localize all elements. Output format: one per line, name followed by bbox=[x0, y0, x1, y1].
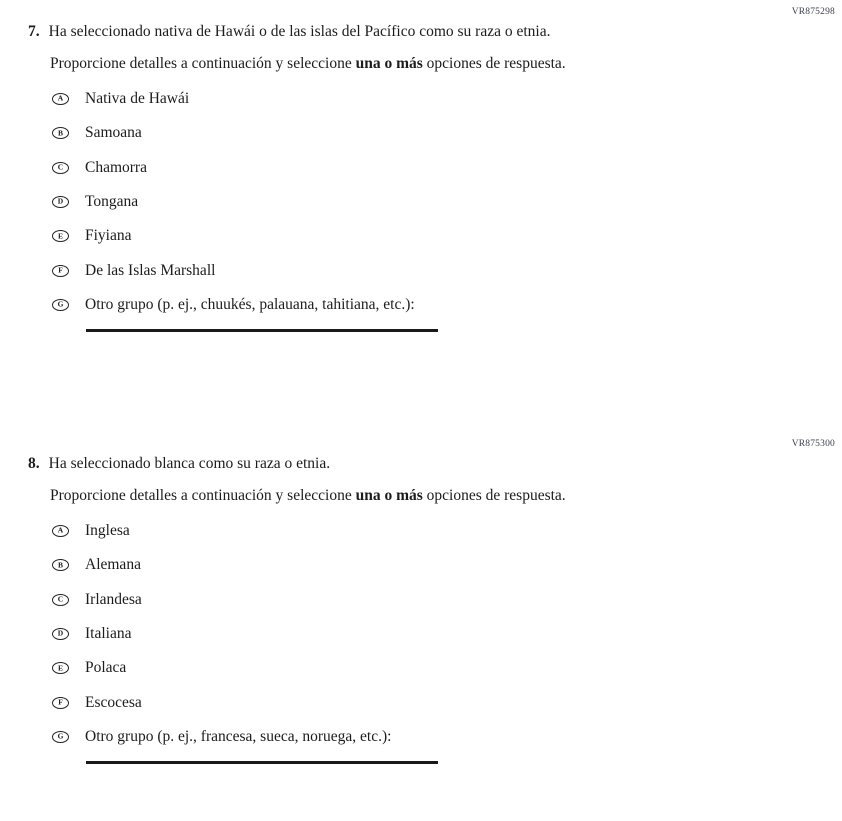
question-prompt-row bbox=[28, 23, 550, 41]
option-bubble-icon[interactable] bbox=[52, 265, 69, 277]
answer-option[interactable] bbox=[52, 82, 415, 116]
option-bubble-icon[interactable] bbox=[52, 559, 69, 571]
answer-option[interactable] bbox=[52, 116, 415, 150]
option-letter: G bbox=[57, 731, 64, 741]
question-number: 8. bbox=[28, 455, 40, 472]
answer-option[interactable] bbox=[52, 514, 391, 548]
answer-option[interactable] bbox=[52, 583, 391, 617]
answer-option[interactable] bbox=[52, 548, 391, 582]
option-label: De las Islas Marshall bbox=[85, 261, 216, 279]
instruction-emphasis: una o más bbox=[355, 55, 423, 72]
option-label: Fiyiana bbox=[85, 227, 132, 245]
option-label: Samoana bbox=[85, 124, 142, 142]
option-letter: A bbox=[57, 93, 64, 103]
option-label: Polaca bbox=[85, 659, 127, 677]
option-label: Otro grupo (p. ej., francesa, sueca, noruega, etc.): bbox=[85, 727, 392, 745]
answer-option[interactable] bbox=[52, 185, 415, 219]
option-letter: F bbox=[58, 265, 63, 275]
answer-option[interactable] bbox=[52, 151, 415, 185]
option-letter: E bbox=[57, 231, 63, 241]
option-bubble-icon[interactable] bbox=[52, 93, 69, 105]
option-bubble-icon[interactable] bbox=[52, 697, 69, 709]
option-letter: B bbox=[57, 128, 63, 138]
instruction-text: opciones de respuesta. bbox=[422, 487, 566, 504]
write-in-line[interactable] bbox=[86, 329, 438, 332]
instruction-emphasis: una o más bbox=[355, 487, 423, 504]
question-block bbox=[0, 0, 842, 400]
option-label: Alemana bbox=[85, 556, 141, 574]
option-label: Nativa de Hawái bbox=[85, 90, 190, 108]
option-label: Inglesa bbox=[85, 522, 130, 540]
option-letter: C bbox=[57, 162, 64, 172]
option-bubble-icon[interactable] bbox=[52, 230, 69, 242]
form-code: VR875298 bbox=[791, 7, 835, 17]
question-prompt: Ha seleccionado blanca como su raza o etnia. bbox=[48, 455, 331, 472]
option-letter: B bbox=[57, 560, 63, 570]
answer-option[interactable] bbox=[52, 651, 391, 685]
option-label: Italiana bbox=[85, 625, 132, 643]
options-list bbox=[52, 514, 391, 754]
answer-option[interactable] bbox=[52, 288, 415, 322]
option-bubble-icon[interactable] bbox=[52, 628, 69, 640]
option-bubble-icon[interactable] bbox=[52, 525, 69, 537]
answer-option[interactable] bbox=[52, 685, 391, 719]
option-bubble-icon[interactable] bbox=[52, 127, 69, 139]
option-label: Irlandesa bbox=[85, 590, 142, 608]
option-letter: C bbox=[57, 594, 64, 604]
option-letter: D bbox=[57, 196, 64, 206]
answer-option[interactable] bbox=[52, 253, 415, 287]
option-label: Chamorra bbox=[85, 158, 147, 176]
option-letter: F bbox=[58, 697, 63, 707]
instruction-text: Proporcione detalles a continuación y seleccione bbox=[50, 487, 356, 504]
option-letter: E bbox=[57, 663, 63, 673]
question-prompt-row bbox=[28, 455, 330, 473]
instruction-text: opciones de respuesta. bbox=[422, 55, 566, 72]
write-in-line[interactable] bbox=[86, 761, 438, 764]
form-code: VR875300 bbox=[791, 439, 835, 449]
question-instruction bbox=[50, 55, 566, 73]
question-number: 7. bbox=[28, 23, 40, 40]
options-list bbox=[52, 82, 415, 322]
question-instruction bbox=[50, 487, 566, 505]
answer-option[interactable] bbox=[52, 720, 391, 754]
option-bubble-icon[interactable] bbox=[52, 594, 69, 606]
answer-option[interactable] bbox=[52, 617, 391, 651]
option-label: Escocesa bbox=[85, 693, 142, 711]
option-bubble-icon[interactable] bbox=[52, 196, 69, 208]
option-letter: D bbox=[57, 628, 64, 638]
question-prompt: Ha seleccionado nativa de Hawái o de las islas del Pacífico como su raza o etnia. bbox=[48, 23, 551, 40]
option-bubble-icon[interactable] bbox=[52, 662, 69, 674]
option-label: Otro grupo (p. ej., chuukés, palauana, tahitiana, etc.): bbox=[85, 295, 415, 313]
option-label: Tongana bbox=[85, 193, 139, 211]
option-bubble-icon[interactable] bbox=[52, 162, 69, 174]
option-bubble-icon[interactable] bbox=[52, 299, 69, 311]
instruction-text: Proporcione detalles a continuación y seleccione bbox=[50, 55, 356, 72]
question-block bbox=[0, 432, 842, 821]
answer-option[interactable] bbox=[52, 219, 415, 253]
option-letter: A bbox=[57, 525, 64, 535]
option-letter: G bbox=[57, 299, 64, 309]
option-bubble-icon[interactable] bbox=[52, 731, 69, 743]
